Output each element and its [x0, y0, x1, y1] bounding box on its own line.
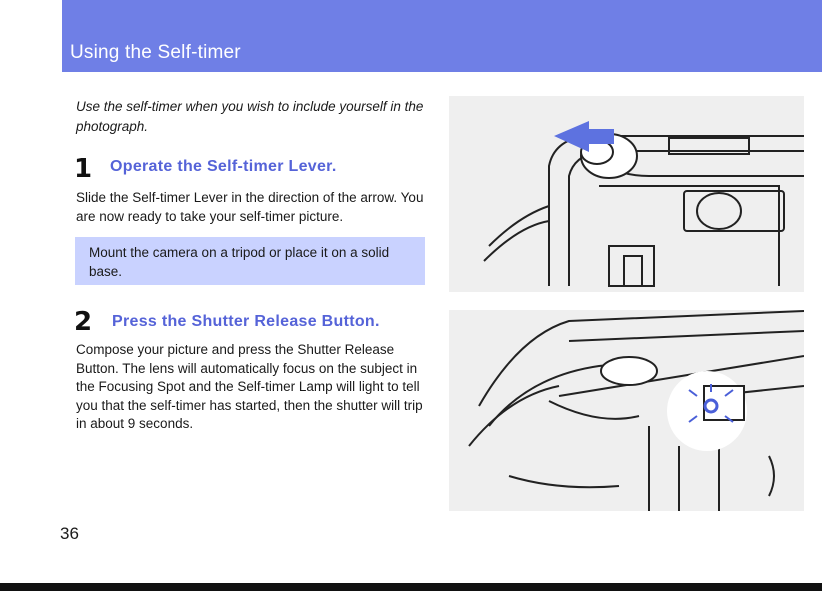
- title-bar: [62, 0, 822, 72]
- camera-illustration: [449, 96, 804, 511]
- step-2-number: 2: [74, 307, 93, 337]
- step-2-body: Compose your picture and press the Shutter Release Button. The lens will automatically focus on the subject in the Focusing Spot and the Self-timer Lamp will light to tell you that the self-timer has started, then the shutter will trip in about 9 seconds.: [76, 342, 423, 431]
- note-text: Mount the camera on a tripod or place it on a solid base.: [89, 245, 390, 279]
- step-1-number: 1: [74, 154, 93, 184]
- page-number: 36: [60, 524, 79, 543]
- step-1-body: Slide the Self-timer Lever in the direction of the arrow. You are now ready to take your self-timer picture.: [76, 190, 424, 224]
- step-2-title: Press the Shutter Release Button.: [112, 313, 380, 330]
- bottom-edge-bar: [0, 583, 822, 591]
- note-box: [75, 237, 425, 285]
- step-1-title: Operate the Self-timer Lever.: [110, 158, 337, 175]
- page-title: Using the Self-timer: [70, 42, 241, 63]
- camera-diagram: [449, 96, 804, 511]
- intro-text: Use the self-timer when you wish to include yourself in the photograph.: [76, 99, 424, 134]
